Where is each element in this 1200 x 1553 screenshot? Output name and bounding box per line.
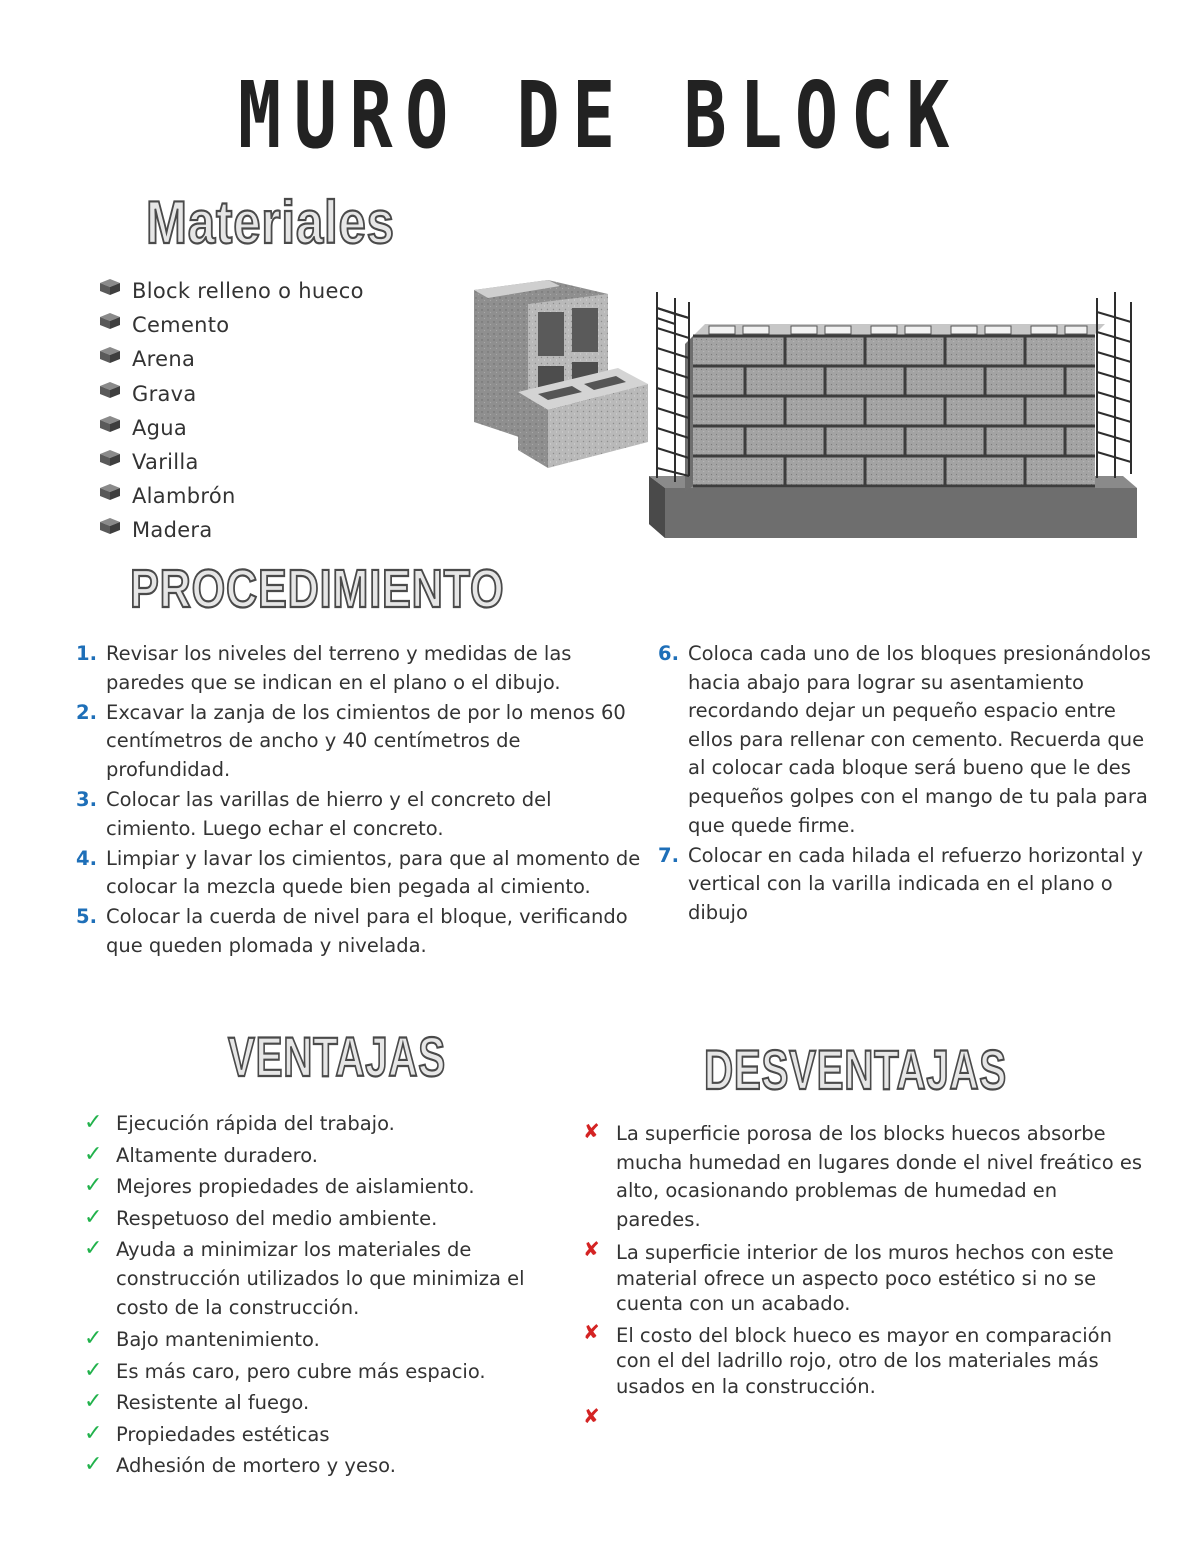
list-item — [80, 1235, 580, 1322]
list-item — [98, 411, 364, 445]
list-item — [658, 640, 1158, 840]
list-item — [98, 377, 364, 411]
list-item — [583, 1120, 1143, 1234]
check-icon: ✓ — [84, 1110, 103, 1135]
advantages-list — [80, 1109, 580, 1483]
step-text: Revisar los niveles del terreno y medidas de las paredes que se indican en el plano o el dibujo. — [106, 642, 572, 694]
material-label: Grava — [132, 381, 197, 406]
step-number: 1. — [76, 642, 97, 665]
disadvantage-text: La superficie porosa de los blocks huecos absorbe mucha humedad en lugares donde el nivel freático es alto, ocasionando problemas de humedad en paredes. — [616, 1122, 1143, 1231]
block-icon — [98, 412, 122, 436]
block-icon — [98, 378, 122, 402]
check-icon: ✓ — [84, 1325, 103, 1351]
list-item — [80, 1451, 580, 1480]
check-icon: ✓ — [84, 1141, 103, 1167]
cross-icon: ✘ — [583, 1404, 600, 1428]
check-icon: ✓ — [84, 1204, 103, 1230]
advantage-text: Mejores propiedades de aislamiento. — [116, 1175, 475, 1199]
advantage-text: Ayuda a minimizar los materiales de construcción utilizados lo que minimiza el costo de la construcción. — [116, 1238, 525, 1320]
block-icon — [98, 309, 122, 333]
list-item — [80, 1141, 580, 1170]
procedure-heading: PROCEDIMIENTO — [130, 559, 505, 619]
material-label: Madera — [132, 518, 213, 543]
disadvantage-text: El costo del block hueco es mayor en comparación con el del ladrillo rojo, otro de los materiales más usados en la construcción. — [616, 1323, 1112, 1398]
list-item — [98, 479, 364, 513]
check-icon: ✓ — [84, 1452, 103, 1478]
advantage-text: Resistente al fuego. — [116, 1391, 310, 1415]
material-label: Alambrón — [132, 484, 236, 509]
step-text: Limpiar y lavar los cimientos, para que al momento de colocar la mezcla quede bien pegada al cimiento. — [106, 846, 641, 899]
list-item — [583, 1237, 1143, 1317]
list-item — [76, 786, 646, 843]
list-item — [80, 1388, 580, 1417]
advantage-text: Propiedades estéticas — [116, 1422, 330, 1446]
list-item — [658, 842, 1158, 928]
step-text: Colocar la cuerda de nivel para el bloque, verificando que queden plomada y nivelada. — [106, 905, 628, 957]
list-item — [98, 513, 364, 547]
list-item — [98, 342, 364, 376]
list-item — [583, 1319, 1143, 1400]
disadvantage-text: La superficie interior de los muros hechos con este material ofrece un aspecto poco estético si no se cuenta con un acabado. — [616, 1241, 1114, 1315]
step-text: Excavar la zanja de los cimientos de por lo menos 60 centímetros de ancho y 40 centímetros de profundidad. — [106, 700, 626, 781]
list-item — [80, 1357, 580, 1386]
step-text: Coloca cada uno de los bloques presionándolos hacia abajo para lograr su asentamiento recordando dejar un pequeño espacio entre ellos para rellenar con cemento. Recuerda que al colocar cada bloque será bueno que le des pequeños golpes con el mango de tu pala para que quede firme. — [688, 642, 1151, 837]
list-item — [80, 1204, 580, 1233]
material-label: Cemento — [132, 313, 230, 338]
list-item — [80, 1325, 580, 1354]
material-label: Arena — [132, 347, 196, 372]
cross-icon: ✘ — [583, 1319, 600, 1344]
procedure-steps-left — [76, 640, 646, 962]
block-icon — [98, 343, 122, 367]
cross-icon: ✘ — [583, 1119, 600, 1143]
list-item — [76, 699, 646, 785]
list-item — [98, 274, 364, 308]
disadvantages-heading: DESVENTAJAS — [704, 1038, 1007, 1101]
step-number: 7. — [658, 843, 679, 867]
step-number: 5. — [76, 905, 97, 929]
materials-list — [98, 274, 364, 548]
list-item — [80, 1109, 580, 1138]
page-title: MURO DE BLOCK — [238, 62, 962, 169]
disadvantages-list — [583, 1119, 1143, 1428]
list-item — [76, 845, 646, 902]
list-item — [80, 1172, 580, 1201]
list-item — [76, 640, 646, 697]
material-label: Varilla — [132, 450, 199, 475]
check-icon: ✓ — [84, 1420, 103, 1446]
step-number: 6. — [658, 642, 679, 665]
material-label: Agua — [132, 415, 188, 440]
block-icon — [98, 275, 122, 299]
concrete-blocks-illustration — [468, 272, 658, 472]
check-icon: ✓ — [84, 1357, 103, 1383]
step-number: 2. — [76, 700, 97, 724]
step-text: Colocar en cada hilada el refuerzo horizontal y vertical con la varilla indicada en el plano o dibujo — [688, 843, 1144, 924]
list-item — [98, 445, 364, 479]
block-icon — [98, 480, 122, 504]
advantage-text: Bajo mantenimiento. — [116, 1327, 320, 1351]
advantage-text: Adhesión de mortero y yeso. — [116, 1454, 396, 1478]
advantage-text: Respetuoso del medio ambiente. — [116, 1206, 438, 1230]
check-icon: ✓ — [84, 1389, 103, 1415]
advantage-text: Es más caro, pero cubre más espacio. — [116, 1359, 486, 1383]
step-number: 3. — [76, 787, 97, 811]
procedure-steps-right — [658, 640, 1158, 929]
block-icon — [98, 446, 122, 470]
list-item — [98, 308, 364, 342]
cross-icon: ✘ — [583, 1237, 600, 1261]
block-icon — [98, 514, 122, 538]
check-icon: ✓ — [84, 1173, 103, 1199]
list-item — [76, 903, 646, 960]
material-label: Block relleno o hueco — [132, 279, 364, 304]
step-number: 4. — [76, 846, 97, 870]
materials-heading: Materiales — [146, 189, 395, 256]
advantages-heading: VENTAJAS — [228, 1025, 446, 1088]
step-text: Colocar las varillas de hierro y el concreto del cimiento. Luego echar el concreto. — [106, 787, 552, 840]
check-icon: ✓ — [84, 1236, 103, 1262]
list-item — [80, 1420, 580, 1449]
block-wall-illustration — [645, 288, 1140, 540]
advantage-text: Ejecución rápida del trabajo. — [116, 1112, 395, 1135]
advantage-text: Altamente duradero. — [116, 1143, 318, 1167]
